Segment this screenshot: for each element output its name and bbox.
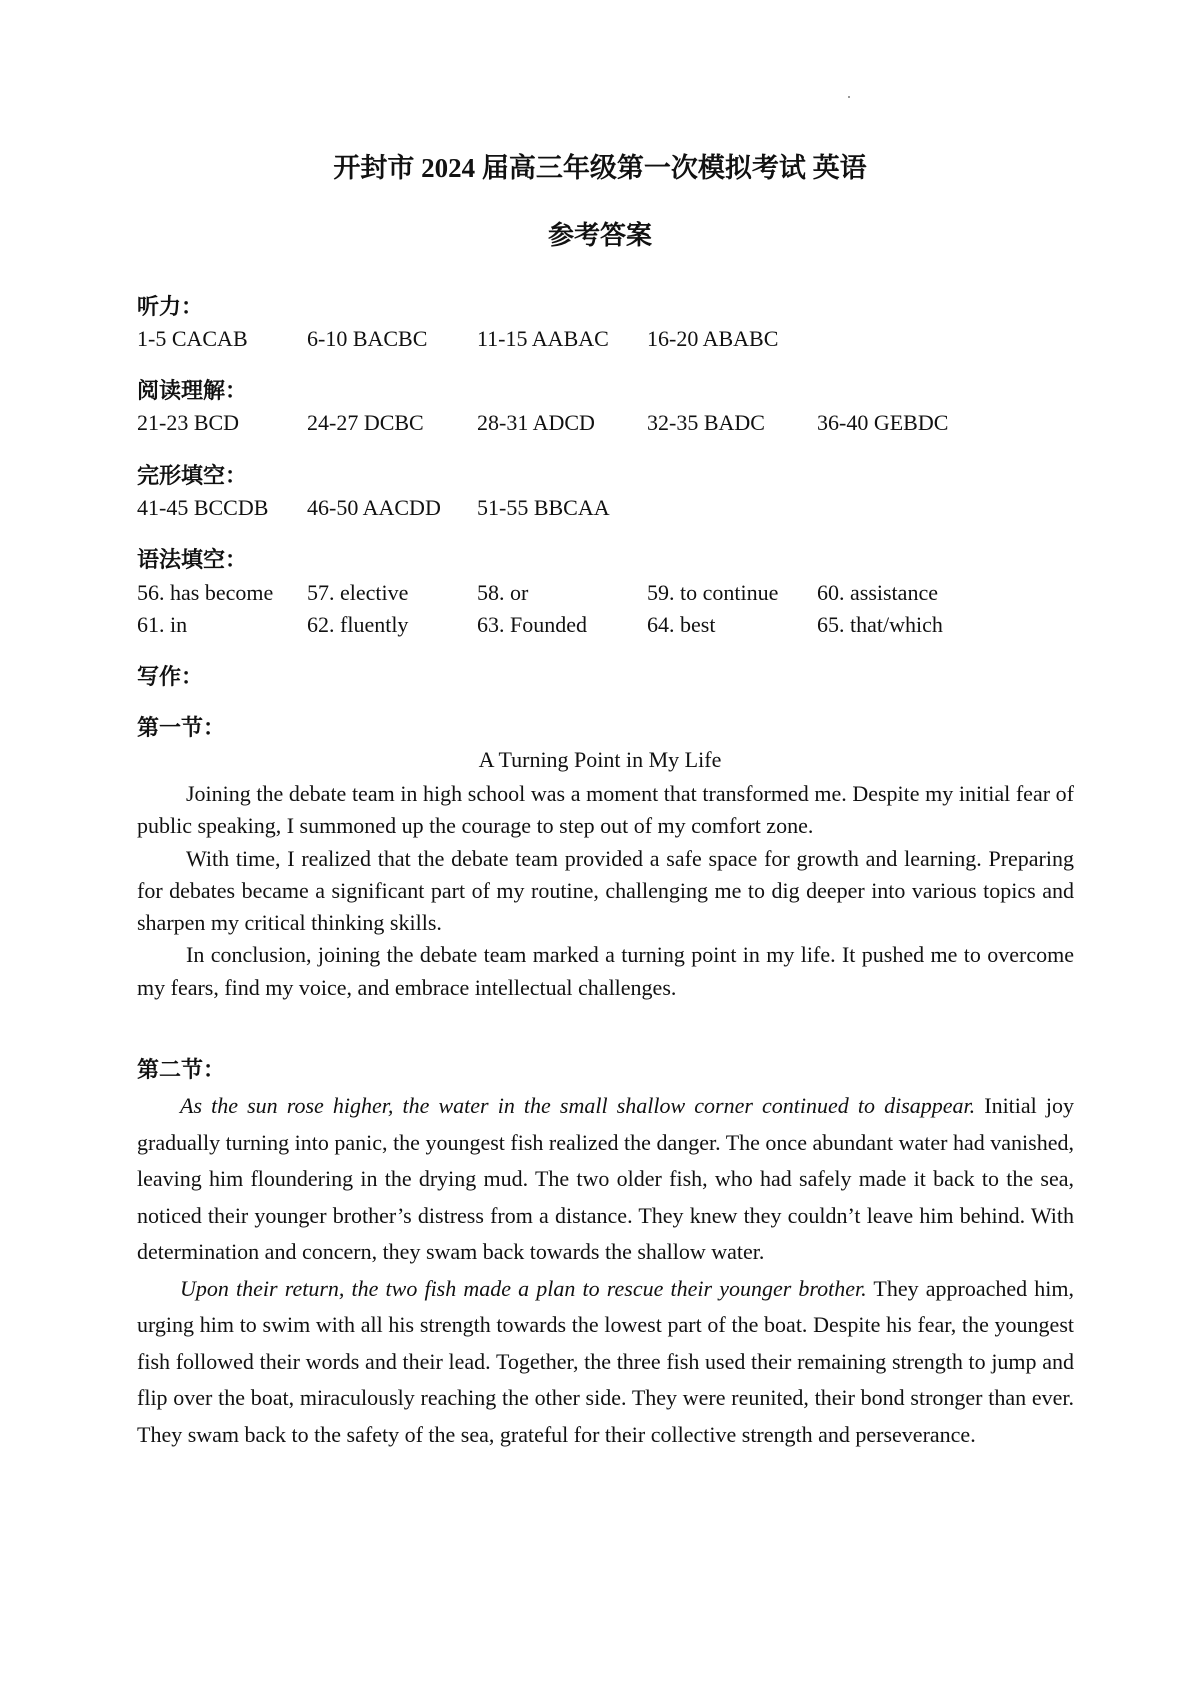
grammar-answers-row-2 (137, 612, 987, 638)
paragraph-text: Initial joy gradually turning into panic, the youngest fish realized the danger. The once abundant water had vanished, leaving him floundering in the drying mud. The two older fish, who had safely made it back to the sea, noticed their younger brother’s distress from a distance. They knew they couldn’t leave him behind. With determination and concern, they swam back towards the shallow water. (137, 1093, 1074, 1264)
paragraph-text: They approached him, urging him to swim with all his strength towards the lowest part of the boat. Despite his fear, the youngest fish followed their words and their lead. Together, the three fish used their remaining strength to jump and flip over the boat, miraculously reaching the other side. They were reunited, their bond stronger than ever. They swam back to the safety of the sea, grateful for their collective strength and perseverance. (137, 1275, 1075, 1447)
writing-label: 写作： (137, 665, 204, 690)
answer: 65. that/which (817, 612, 943, 637)
essay-body (137, 778, 1074, 1004)
paragraph: Joining the debate team in high school was a moment that transformed me. Despite my initial fear of public speaking, I summoned up the courage to step out of my comfort zone. (137, 781, 1074, 839)
paragraph-lead: Upon their return, the two fish made a plan to rescue their younger brother. (180, 1275, 867, 1301)
page-subtitle: 参考答案 (547, 221, 652, 250)
answer: 46-50 AACDD (307, 495, 441, 520)
grammar-label: 语法填空： (137, 548, 248, 573)
answer: 61. in (137, 612, 188, 637)
answer: 36-40 GEBDC (817, 410, 949, 435)
scan-dot (848, 96, 850, 98)
paragraph (137, 1088, 1074, 1271)
answer: 32-35 BADC (647, 410, 765, 435)
answer: 24-27 DCBC (307, 410, 424, 435)
answer: 57. elective (307, 580, 409, 605)
paragraph: In conclusion, joining the debate team marked a turning point in my life. It pushed me to overcome my fears, find my voice, and embrace intellectual challenges. (137, 942, 1074, 1000)
page-title: 开封市 2024 届高三年级第一次模拟考试 英语 (333, 153, 867, 183)
answer: 64. best (647, 612, 716, 637)
paragraph: With time, I realized that the debate team provided a safe space for growth and learning. Preparing for debates became a significant part of my routine, challenging me to dig deeper into various topics and sharpen my critical thinking skills. (137, 845, 1074, 936)
answer: 28-31 ADCD (477, 410, 595, 435)
answer: 62. fluently (307, 612, 409, 637)
listening-answers (137, 326, 817, 352)
reading-answers (137, 410, 987, 436)
paragraph (137, 1271, 1074, 1454)
answer: 58. or (477, 580, 529, 605)
essay-title: A Turning Point in My Life (478, 747, 722, 772)
answer: 41-45 BCCDB (137, 495, 269, 520)
listening-label: 听力： (137, 295, 204, 320)
cloze-answers (137, 495, 647, 521)
answer: 59. to continue (647, 580, 779, 605)
part2-label: 第二节： (137, 1058, 226, 1083)
paragraph-lead: As the sun rose higher, the water in the small shallow corner continued to disappear. (180, 1093, 976, 1118)
answer: 16-20 ABABC (647, 326, 779, 351)
answer: 56. has become (137, 580, 274, 605)
answer: 11-15 AABAC (477, 326, 609, 351)
answer: 51-55 BBCAA (477, 495, 610, 520)
part1-label: 第一节： (137, 716, 226, 741)
answer: 21-23 BCD (137, 410, 240, 435)
answer: 1-5 CACAB (137, 326, 248, 351)
continuation-body (137, 1088, 1074, 1453)
answer: 60. assistance (817, 580, 938, 605)
reading-label: 阅读理解： (137, 379, 248, 404)
answer: 63. Founded (477, 612, 587, 637)
cloze-label: 完形填空： (137, 464, 248, 489)
grammar-answers-row-1 (137, 580, 987, 606)
answer: 6-10 BACBC (307, 326, 428, 351)
